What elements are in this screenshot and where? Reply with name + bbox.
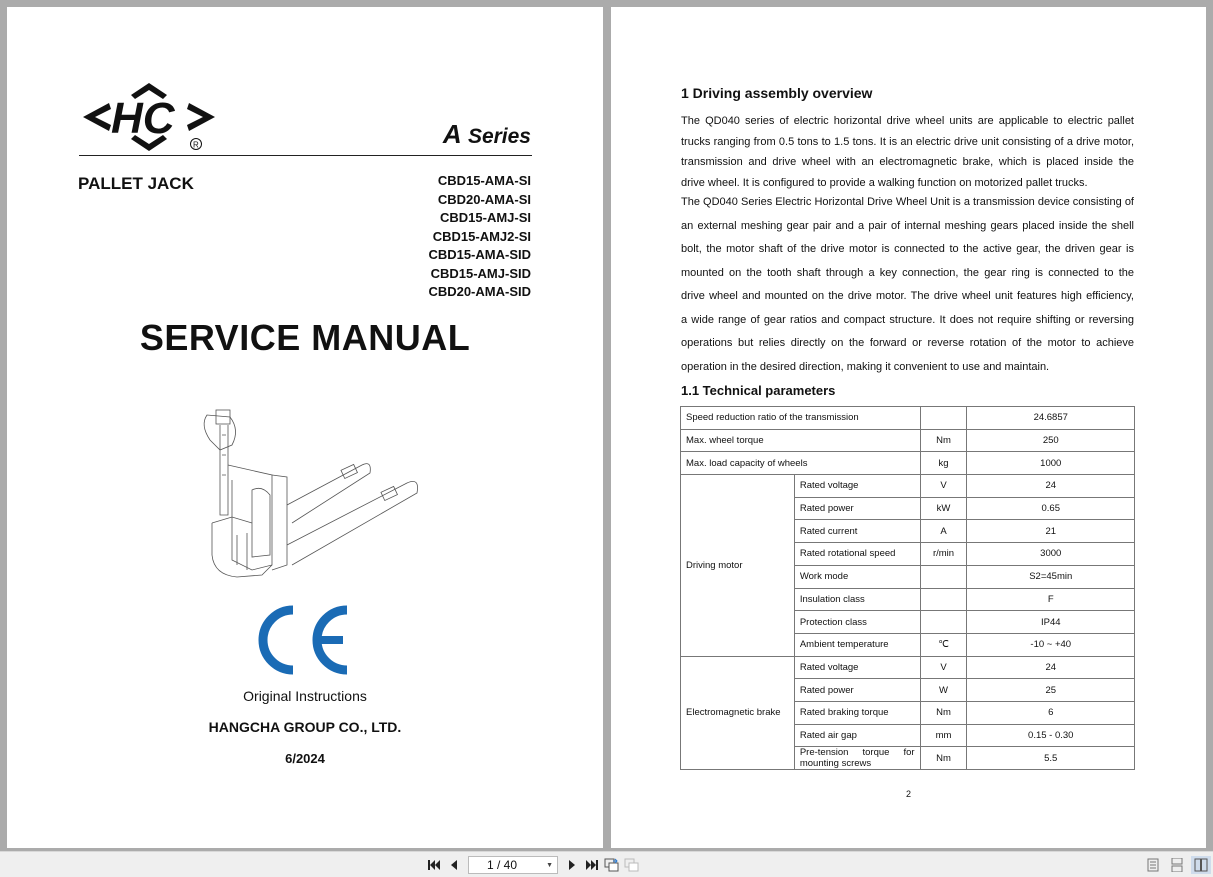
original-instructions: Original Instructions: [243, 688, 367, 704]
ce-mark: [257, 605, 353, 675]
unit-cell: Nm: [920, 429, 967, 452]
param-cell: Rated current: [794, 520, 920, 543]
previous-page-button[interactable]: [444, 856, 464, 874]
table-row: [681, 407, 1135, 430]
value-cell: 24.6857: [967, 407, 1135, 430]
unit-cell: Nm: [920, 747, 967, 770]
text-line: operation in the desired direction, making it convenient to use and maintain.: [681, 360, 1050, 373]
text-line: drive wheel. It is configured to provide a walking function on motorized pallet trucks.: [681, 176, 1088, 189]
unit-cell: [920, 588, 967, 611]
single-page-icon: [1147, 858, 1159, 872]
value-cell: 250: [967, 429, 1135, 452]
text-line: trucks ranging from 0.5 tons to 1.5 tons. It is an electric drive unit consisting of a drive motor,: [681, 135, 1134, 148]
value-cell: 3000: [967, 543, 1135, 566]
series-label: [443, 119, 531, 150]
table-row: [681, 475, 1135, 498]
param-cell: Insulation class: [794, 588, 920, 611]
value-cell: 0.65: [967, 497, 1135, 520]
overview-paragraph-1: [681, 111, 1134, 193]
series-word: Series: [467, 125, 531, 148]
param-cell: Pre-tension torque for mounting screws: [794, 747, 920, 770]
model-item: CBD15-AMA-SI: [437, 173, 531, 188]
unit-cell: r/min: [920, 543, 967, 566]
document-title: SERVICE MANUAL: [139, 317, 471, 358]
model-item: CBD15-AMJ2-SI: [432, 228, 531, 244]
pallet-jack-illustration: [192, 405, 427, 580]
value-cell: 21: [967, 520, 1135, 543]
viewer-toolbar: [0, 851, 1213, 877]
group-cell-electromagnetic-brake: Electromagnetic brake: [681, 656, 795, 770]
text-line: The QD040 series of electric horizontal drive wheel units are applicable to electric pallet: [681, 115, 1134, 127]
product-name: PALLET JACK: [78, 174, 194, 193]
go-forward-icon: [624, 858, 640, 872]
cover-page: [7, 7, 603, 848]
go-back-button[interactable]: [602, 856, 622, 874]
value-cell: IP44: [967, 611, 1135, 634]
previous-page-icon: [449, 859, 459, 871]
unit-cell: V: [920, 656, 967, 679]
unit-cell: Nm: [920, 701, 967, 724]
page-number-input[interactable]: [468, 856, 558, 874]
text-line: mounted on the tooth shaft through a key connection, the gear ring is connected to the: [681, 266, 1134, 279]
param-cell: Rated voltage: [794, 656, 920, 679]
unit-cell: [920, 611, 967, 634]
text-line: an external meshing gear pair and a pair of internal meshing gears placed inside the shell: [681, 219, 1134, 232]
value-cell: 6: [967, 701, 1135, 724]
first-page-button[interactable]: [424, 856, 444, 874]
param-cell: Protection class: [794, 611, 920, 634]
value-cell: 25: [967, 679, 1135, 702]
param-cell: Work mode: [794, 565, 920, 588]
model-item: CBD15-AMJ-SID: [430, 265, 531, 281]
text-line: a wide range of gear ratios and compact structure. It does not require shifting or reversing: [681, 313, 1134, 326]
model-item: CBD20-AMA-SI: [437, 191, 531, 207]
param-cell: Rated power: [794, 679, 920, 702]
unit-cell: mm: [920, 724, 967, 747]
page-dropdown-icon[interactable]: ▼: [546, 861, 553, 869]
hangcha-logo: [79, 81, 219, 153]
publish-date: 6/2024: [285, 751, 325, 766]
view-mode-buttons: [1143, 856, 1211, 874]
value-cell: F: [967, 588, 1135, 611]
text-line: transmission and drive wheel with an electromagnetic brake, which is placed inside the: [681, 156, 1134, 168]
param-cell: Rated air gap: [794, 724, 920, 747]
table-row: [681, 452, 1135, 475]
model-item: CBD15-AMJ-SI: [439, 210, 531, 225]
series-letter: A: [442, 119, 461, 149]
svg-text:R: R: [193, 140, 199, 150]
model-item: CBD15-AMA-SID: [428, 247, 531, 262]
section-heading: 1 Driving assembly overview: [681, 85, 873, 101]
technical-parameters-table: [680, 406, 1135, 770]
unit-cell: [920, 565, 967, 588]
single-page-view-button[interactable]: [1143, 856, 1163, 874]
table-row: [681, 656, 1135, 679]
subsection-heading: 1.1 Technical parameters: [681, 383, 836, 398]
text-line: The QD040 Series Electric Horizontal Drive Wheel Unit is a transmission device consisting of: [681, 196, 1134, 208]
value-cell: 1000: [967, 452, 1135, 475]
unit-cell: kW: [920, 497, 967, 520]
value-cell: 0.15 - 0.30: [967, 724, 1135, 747]
param-cell: Rated power: [794, 497, 920, 520]
go-forward-button[interactable]: [622, 856, 642, 874]
param-cell: Rated voltage: [794, 475, 920, 498]
continuous-view-button[interactable]: [1167, 856, 1187, 874]
first-page-icon: [427, 859, 441, 871]
value-cell: 24: [967, 656, 1135, 679]
group-cell-driving-motor: Driving motor: [681, 475, 795, 657]
text-line: operations but relies directly on the forward or reverse rotation of the motor to achieve: [681, 337, 1134, 349]
model-list: [428, 172, 531, 302]
param-cell: Speed reduction ratio of the transmission: [681, 407, 921, 430]
param-cell: Ambient temperature: [794, 633, 920, 656]
unit-cell: kg: [920, 452, 967, 475]
header-rule: [79, 155, 532, 156]
page-number: 2: [905, 789, 911, 799]
last-page-icon: [585, 859, 599, 871]
company-name: HANGCHA GROUP CO., LTD.: [208, 719, 402, 735]
param-cell: Rated rotational speed: [794, 543, 920, 566]
text-line: drive wheel and mounted on the drive motor. The drive wheel unit features high efficiency,: [681, 290, 1134, 302]
page-navigation: [424, 856, 642, 874]
two-page-icon: [1194, 858, 1208, 872]
svg-text:HC: HC: [111, 94, 175, 143]
unit-cell: V: [920, 475, 967, 498]
unit-cell: [920, 407, 967, 430]
value-cell: 24: [967, 475, 1135, 498]
overview-paragraph-2: [681, 191, 1134, 379]
continuous-page-icon: [1171, 858, 1183, 872]
go-back-icon: [604, 858, 620, 872]
model-item: CBD20-AMA-SID: [428, 284, 531, 299]
value-cell: 5.5: [967, 747, 1135, 770]
next-page-icon: [567, 859, 577, 871]
value-cell: S2=45min: [967, 565, 1135, 588]
unit-cell: A: [920, 520, 967, 543]
text-line: bolt, the motor shaft of the drive motor is connected to the active gear, the driven gear is: [681, 243, 1134, 255]
next-page-button[interactable]: [562, 856, 582, 874]
last-page-button[interactable]: [582, 856, 602, 874]
table-row: [681, 429, 1135, 452]
content-page: [611, 7, 1206, 848]
unit-cell: W: [920, 679, 967, 702]
param-cell: Max. load capacity of wheels: [681, 452, 921, 475]
param-cell: Max. wheel torque: [681, 429, 921, 452]
two-page-view-button[interactable]: [1191, 856, 1211, 874]
param-cell: Rated braking torque: [794, 701, 920, 724]
unit-cell: ℃: [920, 633, 967, 656]
value-cell: -10 ~ +40: [967, 633, 1135, 656]
page-indicator: 1 / 40: [487, 858, 518, 872]
